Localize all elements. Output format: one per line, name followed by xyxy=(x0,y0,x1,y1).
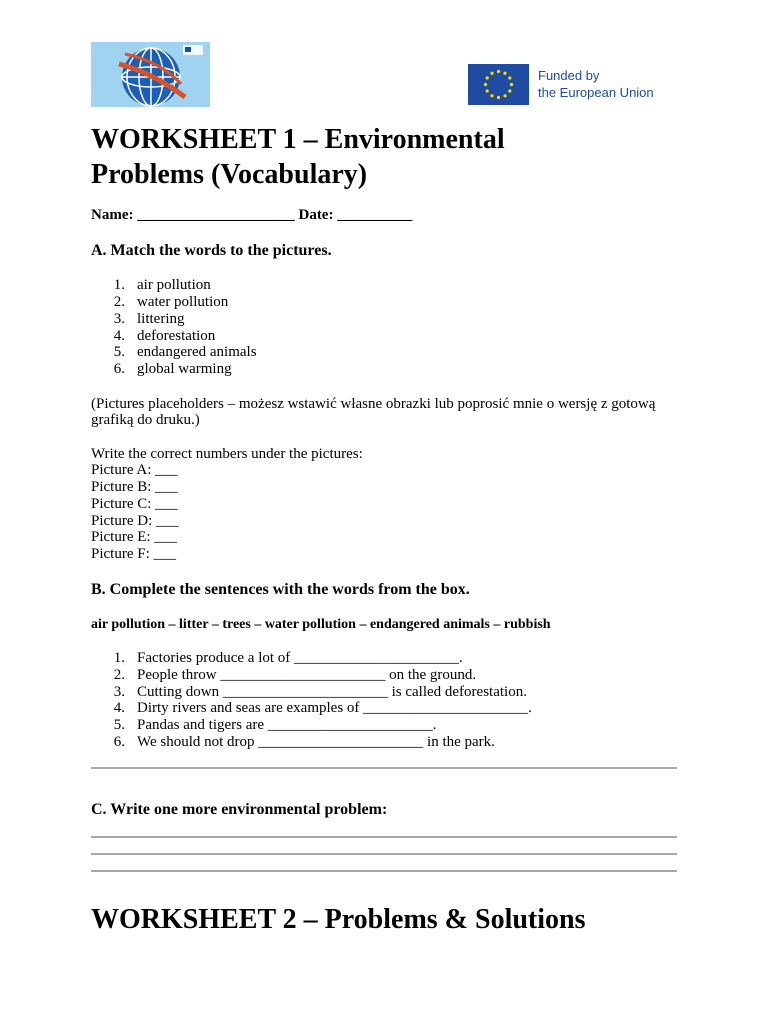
worksheet1-title-line2: Problems (Vocabulary) xyxy=(91,159,368,190)
list-item: 3. Cutting down ______________________ is called deforestation. xyxy=(113,684,527,700)
list-item: 1. air pollution xyxy=(113,277,211,293)
list-item: 5. Pandas and tigers are ______________________. xyxy=(113,717,437,733)
section-b-heading: B. Complete the sentences with the words from the box. xyxy=(91,581,470,598)
pictures-note-line2: grafiką do druku.) xyxy=(91,412,200,428)
list-item: 6. global warming xyxy=(113,361,232,377)
worksheet2-title: WORKSHEET 2 – Problems & Solutions xyxy=(91,904,586,935)
list-item: 3. littering xyxy=(113,311,185,327)
picture-c-line: Picture C: ___ xyxy=(91,496,178,512)
divider xyxy=(91,767,677,769)
eu-funding-text xyxy=(538,67,654,101)
project-logo xyxy=(91,42,210,107)
word-box: air pollution – litter – trees – water pollution – endangered animals – rubbish xyxy=(91,617,551,632)
section-c-heading: C. Write one more environmental problem: xyxy=(91,801,388,818)
picture-b-line: Picture B: ___ xyxy=(91,479,178,495)
list-item: 4. deforestation xyxy=(113,328,216,344)
eu-flag-icon xyxy=(468,64,529,105)
globe-icon xyxy=(91,42,210,107)
picture-e-line: Picture E: ___ xyxy=(91,529,177,545)
section-a-heading: A. Match the words to the pictures. xyxy=(91,242,332,259)
worksheet1-title-line1: WORKSHEET 1 – Environmental xyxy=(91,124,505,155)
list-item: 1. Factories produce a lot of ______________________. xyxy=(113,650,463,666)
pictures-note-line1: (Pictures placeholders – możesz wstawić własne obrazki lub poprosić mnie o wersję z gotową xyxy=(91,396,656,412)
list-item: 4. Dirty rivers and seas are examples of ______________________. xyxy=(113,700,532,716)
list-item: 5. endangered animals xyxy=(113,344,257,360)
answer-line xyxy=(91,853,677,855)
list-item: 6. We should not drop ______________________ in the park. xyxy=(113,734,495,750)
picture-d-line: Picture D: ___ xyxy=(91,513,179,529)
answer-line xyxy=(91,836,677,838)
pictures-instruction: Write the correct numbers under the pictures: xyxy=(91,446,363,462)
picture-f-line: Picture F: ___ xyxy=(91,546,176,562)
list-item: 2. water pollution xyxy=(113,294,229,310)
eu-line-1: Funded by xyxy=(538,68,600,83)
eu-funding-logo xyxy=(468,64,678,106)
eu-line-2: the European Union xyxy=(538,85,654,100)
name-date-line: Name: _____________________ Date: __________ xyxy=(91,207,413,223)
picture-a-line: Picture A: ___ xyxy=(91,462,178,478)
answer-line xyxy=(91,870,677,872)
list-item: 2. People throw ______________________ on the ground. xyxy=(113,667,477,683)
